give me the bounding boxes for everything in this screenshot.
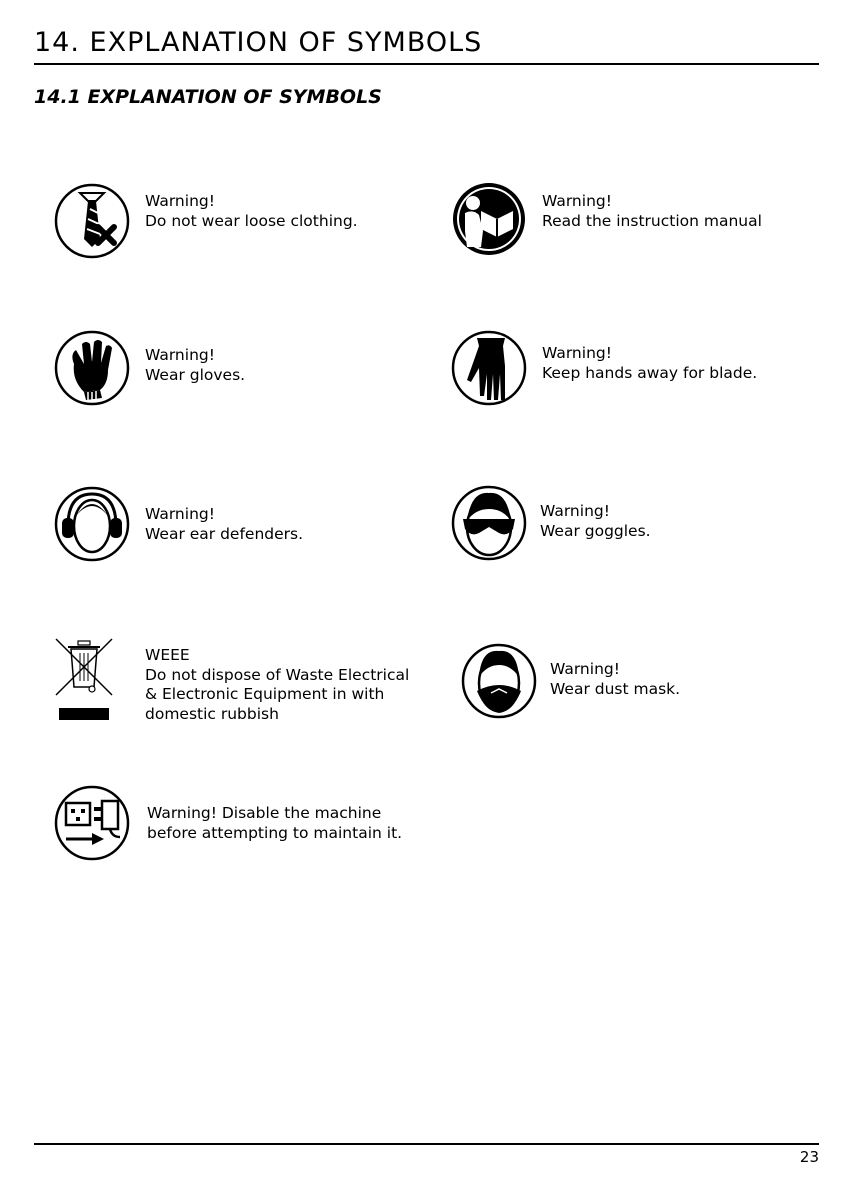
hands-away-blade-icon xyxy=(451,330,527,406)
symbol-text-line: Warning! xyxy=(145,346,215,364)
symbol-text-line: Warning! Disable the machine xyxy=(147,804,382,822)
goggles-icon xyxy=(451,485,527,561)
symbol-text-line: Keep hands away for blade. xyxy=(542,363,758,382)
symbol-text-line: Wear gloves. xyxy=(145,365,246,384)
symbol-text-line: Do not wear loose clothing. xyxy=(145,211,358,230)
symbol-text-line: Warning! xyxy=(145,192,215,210)
symbol-text-line: Wear goggles. xyxy=(540,521,651,540)
symbol-text-line: Warning! xyxy=(145,505,215,523)
symbol-text-line: Warning! xyxy=(542,192,612,210)
symbol-text-line: & Electronic Equipment in with xyxy=(145,685,385,703)
loose-clothing-icon xyxy=(54,183,130,259)
symbol-text-line: before attempting to maintain it. xyxy=(147,823,403,842)
symbol-text-line: Do not dispose of Waste Electrical xyxy=(145,665,410,684)
symbol-text-line: WEEE xyxy=(145,646,190,664)
ear-defenders-icon xyxy=(54,486,130,562)
weee-bin-icon xyxy=(54,637,114,722)
unplug-machine-icon xyxy=(54,785,130,861)
symbol-text-line: domestic rubbish xyxy=(145,704,279,723)
symbol-text-line: Warning! xyxy=(540,502,610,520)
section-title: 14.1 EXPLANATION OF SYMBOLS xyxy=(34,86,382,108)
page-title: 14. EXPLANATION OF SYMBOLS xyxy=(34,27,483,58)
read-manual-icon xyxy=(451,181,527,257)
symbol-text-line: Wear ear defenders. xyxy=(145,524,304,543)
dust-mask-icon xyxy=(461,643,537,719)
symbol-text-line: Wear dust mask. xyxy=(550,679,681,698)
symbol-text-line: Read the instruction manual xyxy=(542,211,762,230)
footer-divider xyxy=(34,1143,819,1145)
page-number: 23 xyxy=(799,1148,819,1166)
symbol-text-line: Warning! xyxy=(542,344,612,362)
symbol-text-line: Warning! xyxy=(550,660,620,678)
gloves-icon xyxy=(54,330,130,406)
title-divider xyxy=(34,63,819,65)
